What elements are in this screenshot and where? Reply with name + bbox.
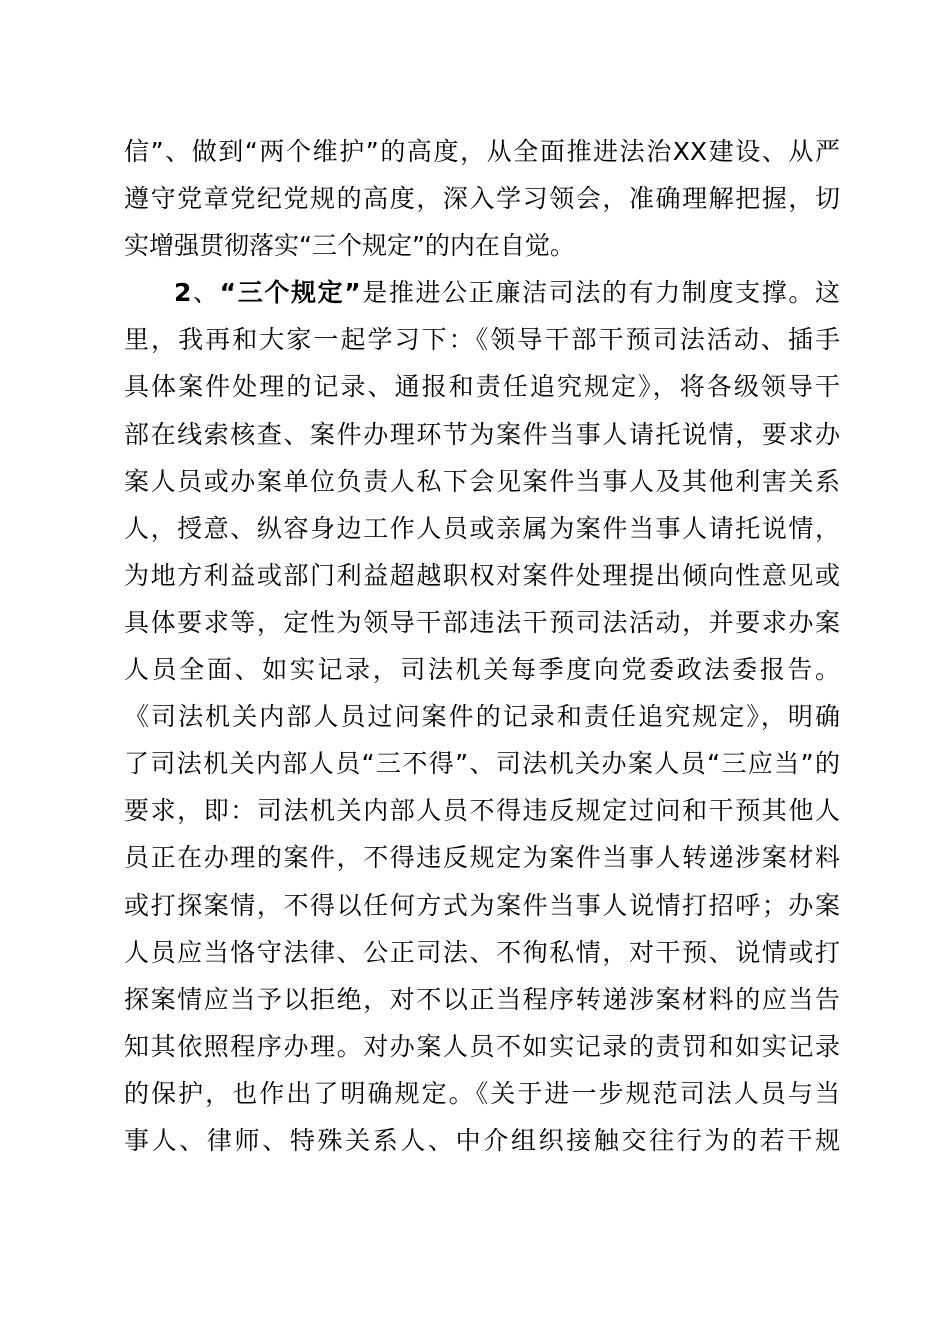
paragraph-heading-line bbox=[124, 269, 840, 316]
text-line: 遵守党章党纪党规的高度，深入学习领会，准确理解把握，切 bbox=[124, 184, 840, 214]
text-line: 具体要求等，定性为领导干部违法干预司法活动，并要求办案 bbox=[124, 607, 840, 637]
text-line: 或打探案情，不得以任何方式为案件当事人说情打招呼；办案 bbox=[124, 890, 840, 920]
text-line: 事人、律师、特殊关系人、中介组织接触交往行为的若干规 bbox=[124, 1125, 840, 1155]
paragraph-2 bbox=[124, 269, 840, 1164]
text-line: 了司法机关内部人员“三不得”、司法机关办案人员“三应当”的 bbox=[124, 749, 840, 779]
text-line: 里，我再和大家一起学习下：《领导干部干预司法活动、插手 bbox=[124, 325, 840, 355]
text-line: 案人员或办案单位负责人私下会见案件当事人及其他利害关系 bbox=[124, 466, 840, 496]
text-line: 《司法机关内部人员过问案件的记录和责任追究规定》，明确 bbox=[124, 702, 840, 732]
heading-punct: 、 bbox=[191, 278, 220, 308]
text-line: 人员应当恪守法律、公正司法、不徇私情，对干预、说情或打 bbox=[124, 937, 840, 967]
text-line: 实增强贯彻落实“三个规定”的内在自觉。 bbox=[124, 231, 575, 261]
body-text bbox=[124, 128, 840, 1164]
heading-number: 2 bbox=[174, 278, 192, 308]
heading-bold-text: “三个规定” bbox=[219, 278, 361, 308]
text-line: 为地方利益或部门利益超越职权对案件处理提出倾向性意见或 bbox=[124, 560, 840, 590]
text-line: 的保护，也作出了明确规定。《关于进一步规范司法人员与当 bbox=[124, 1078, 840, 1108]
text-line: 部在线索核查、案件办理环节为案件当事人请托说情，要求办 bbox=[124, 419, 840, 449]
heading-rest-text: 是推进公正廉洁司法的有力制度支撑。这 bbox=[360, 278, 840, 308]
paragraph-1 bbox=[124, 128, 840, 269]
text-line: 员正在办理的案件，不得违反规定为案件当事人转递涉案材料 bbox=[124, 843, 840, 873]
text-line: 人，授意、纵容身边工作人员或亲属为案件当事人请托说情， bbox=[124, 513, 840, 543]
text-line: 人员全面、如实记录，司法机关每季度向党委政法委报告。 bbox=[124, 655, 840, 685]
text-line: 信”、做到“两个维护”的高度，从全面推进法治XX建设、从严 bbox=[124, 137, 840, 166]
text-line: 要求，即：司法机关内部人员不得违反规定过问和干预其他人 bbox=[124, 796, 840, 826]
text-line: 具体案件处理的记录、通报和责任追究规定》，将各级领导干 bbox=[124, 372, 840, 402]
text-line: 探案情应当予以拒绝，对不以正当程序转递涉案材料的应当告 bbox=[124, 984, 840, 1014]
text-line: 知其依照程序办理。对办案人员不如实记录的责罚和如实记录 bbox=[124, 1031, 840, 1061]
